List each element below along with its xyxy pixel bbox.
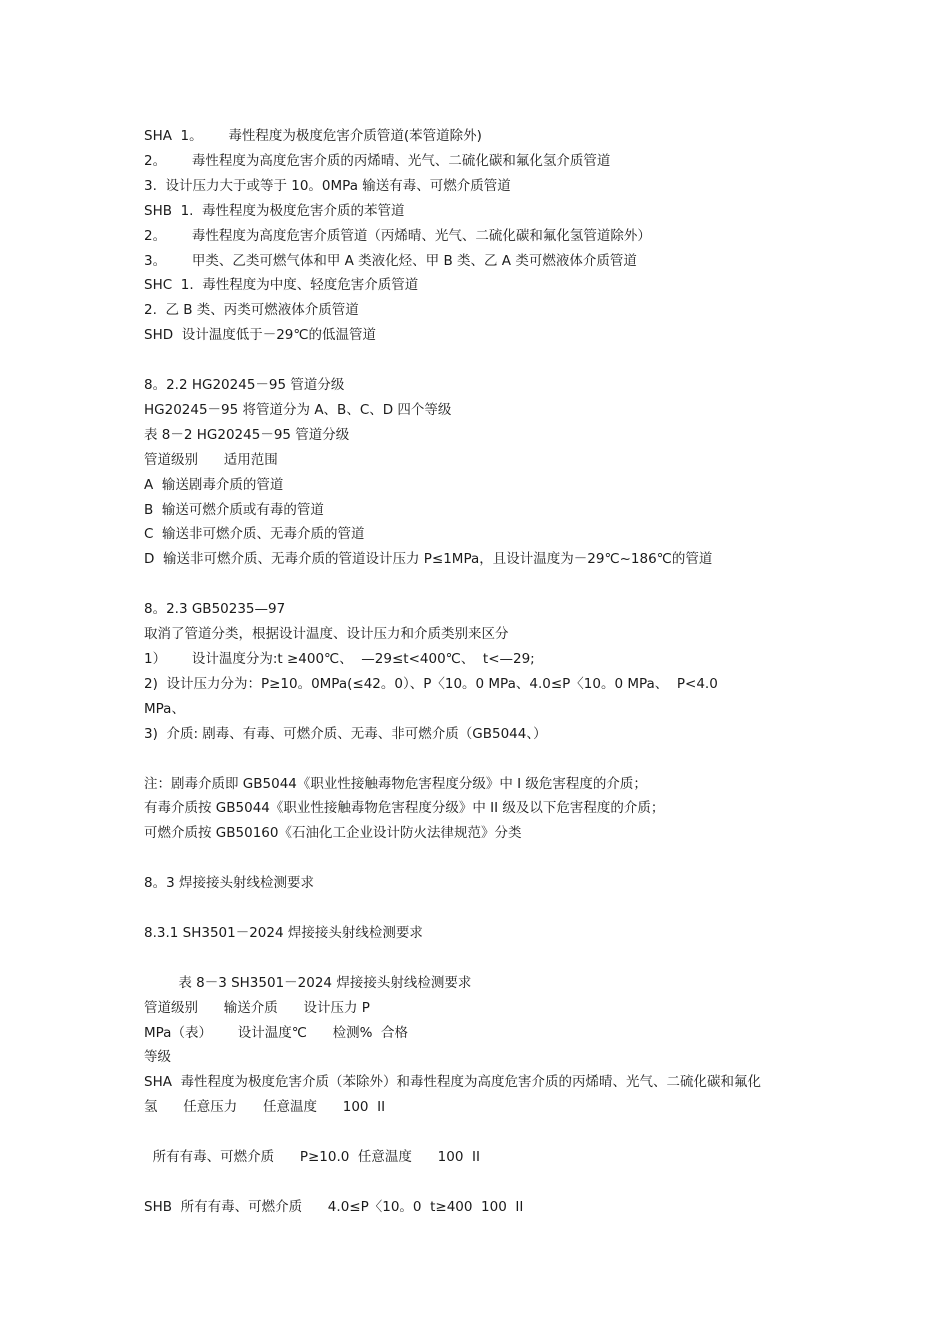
section-heading: 8。3 焊接接头射线检测要求	[144, 875, 314, 892]
text-line: HG20245－95 将管道分为 A、B、C、D 四个等级	[144, 401, 452, 418]
text-line: 3。 甲类、乙类可燃气体和甲 A 类液化烃、甲 B 类、乙 A 类可燃液体介质管道	[144, 252, 637, 269]
note-line: 有毒介质按 GB5044《职业性接触毒物危害程度分级》中 II 级及以下危害程度的介质；	[144, 800, 665, 817]
section-heading: 8。2.3 GB50235—97	[144, 601, 286, 618]
blank-line	[144, 896, 824, 921]
table-row: SHA 毒性程度为极度危害介质（苯除外）和毒性程度为高度危害介质的丙烯晴、光气、二硫化碳和氟化	[144, 1074, 762, 1091]
note-line: 注：剧毒介质即 GB5044《职业性接触毒物危害程度分级》中 I 级危害程度的介质；	[144, 775, 647, 792]
table-row-continued: 氢 任意压力 任意温度 100 II	[144, 1099, 386, 1116]
table-row: B 输送可燃介质或有毒的管道	[144, 501, 324, 518]
table-caption: 表 8－3 SH3501－2024 焊接接头射线检测要求	[144, 974, 472, 991]
document-page	[144, 124, 824, 1220]
table-row: A 输送剧毒介质的管道	[144, 476, 284, 493]
table-row: C 输送非可燃介质、无毒介质的管道	[144, 526, 365, 543]
blank-line	[144, 348, 824, 373]
blank-line	[144, 1170, 824, 1195]
list-item: 2) 设计压力分为：P≥10。0MPa(≤42。0）、P〈10。0 MPa、4.0≤P〈10。0 MPa、 P<4.0	[144, 675, 718, 692]
table-row: SHB 所有有毒、可燃介质 4.0≤P〈10。0 t≥400 100 II	[144, 1198, 524, 1215]
text-line: 取消了管道分类，根据设计温度、设计压力和介质类别来区分	[144, 626, 509, 643]
text-line: 3. 设计压力大于或等于 10。0MPa 输送有毒、可燃介质管道	[144, 177, 511, 194]
text-line: SHA 1。 毒性程度为极度危害介质管道(苯管道除外)	[144, 128, 482, 144]
blank-line	[144, 1120, 824, 1145]
blank-line	[144, 946, 824, 971]
list-item: 1） 设计温度分为:t ≥400℃、 —29≤t<400℃、 t<—29;	[144, 651, 535, 667]
text-line: SHC 1. 毒性程度为中度、轻度危害介质管道	[144, 277, 419, 294]
text-line: 2。 毒性程度为高度危害介质管道（丙烯晴、光气、二硫化碳和氟化氢管道除外）	[144, 227, 651, 244]
text-line: SHD 设计温度低于－29℃的低温管道	[144, 327, 377, 344]
section-heading: 8.3.1 SH3501－2024 焊接接头射线检测要求	[144, 924, 423, 941]
list-item: 3) 介质: 剧毒、有毒、可燃介质、无毒、非可燃介质（GB5044、）	[144, 725, 547, 742]
table-header: 等级	[144, 1049, 171, 1066]
section-heading: 8。2.2 HG20245－95 管道分级	[144, 377, 345, 394]
list-item-continued: MPa、	[144, 700, 185, 717]
table-row: D 输送非可燃介质、无毒介质的管道设计压力 P≤1MPa，且设计温度为－29℃~186℃的管道	[144, 551, 713, 568]
blank-line	[144, 747, 824, 772]
text-line: 2. 乙 B 类、丙类可燃液体介质管道	[144, 302, 359, 319]
table-row: 所有有毒、可燃介质 P≥10.0 任意温度 100 II	[144, 1149, 480, 1166]
note-line: 可燃介质按 GB50160《石油化工企业设计防火法律规范》分类	[144, 825, 522, 842]
table-header: 管道级别 输送介质 设计压力 P	[144, 999, 370, 1016]
text-line: 2。 毒性程度为高度危害介质的丙烯晴、光气、二硫化碳和氟化氢介质管道	[144, 152, 611, 169]
table-header: MPa（表） 设计温度℃ 检测% 合格	[144, 1024, 409, 1041]
text-line: SHB 1. 毒性程度为极度危害介质的苯管道	[144, 202, 405, 219]
table-caption: 表 8－2 HG20245－95 管道分级	[144, 426, 350, 443]
table-header: 管道级别 适用范围	[144, 451, 278, 468]
blank-line	[144, 846, 824, 871]
blank-line	[144, 572, 824, 597]
